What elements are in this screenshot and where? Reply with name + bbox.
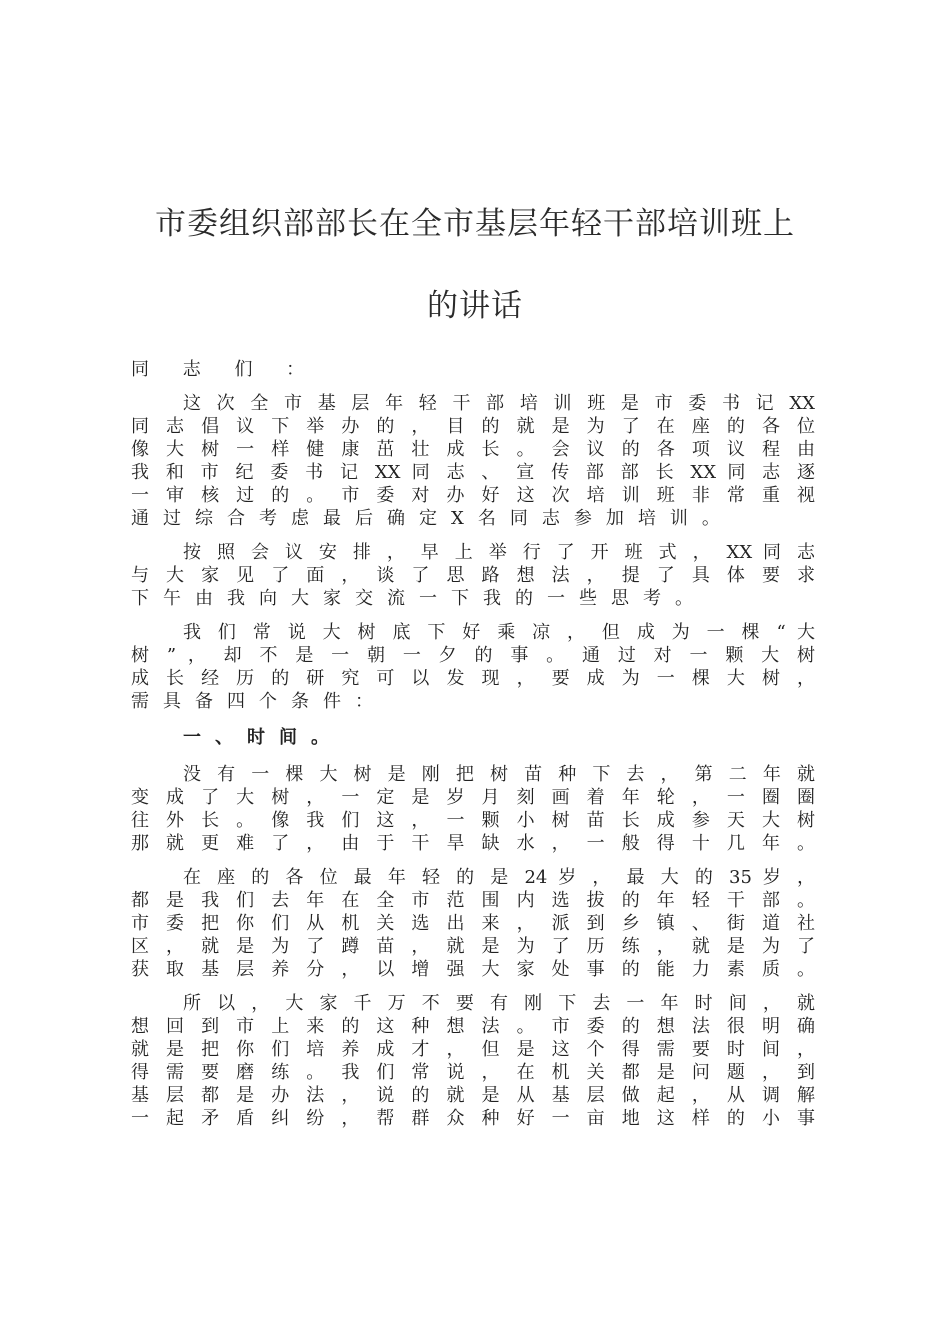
salutation: 同 志 们 ：: [131, 359, 319, 380]
paragraph-line: 一 审 核 过 的 。 市 委 对 办 好 这 次 培 训 班 非 常 重 视: [131, 485, 815, 506]
paragraph-line: 通过综合考虑最后确定X名同志参加培训。: [131, 508, 734, 529]
document-title-line-2: 的讲话: [427, 288, 523, 324]
paragraph-line: 基 层 都 是 办 法 ， 说 的 就 是 从 基 层 做 起 ， 从 调 解: [131, 1085, 815, 1106]
paragraph-line: 按 照 会 议 安 排 ， 早 上 举 行 了 开 班 式 ， XX 同 志: [183, 542, 815, 563]
paragraph-line: 同 志 倡 议 下 举 办 的 ， 目 的 就 是 为 了 在 座 的 各 位: [131, 416, 815, 437]
document-title-line-1: 市委组织部部长在全市基层年轻干部培训班上: [155, 206, 795, 242]
paragraph-1: [131, 392, 815, 530]
paragraph-line: 下午由我向大家交流一下我的一些思考。: [131, 588, 707, 609]
paragraph-line: 所 以 ， 大 家 千 万 不 要 有 刚 下 去 一 年 时 间 ， 就: [183, 993, 815, 1014]
section-heading-1: 一、时间。: [183, 727, 343, 748]
paragraph-2: [131, 541, 815, 610]
paragraph-5: [131, 866, 815, 981]
paragraph-line: 一 起 矛 盾 纠 纷 ， 帮 群 众 种 好 一 亩 地 这 样 的 小 事: [131, 1108, 815, 1129]
paragraph-line: 与 大 家 见 了 面 ， 谈 了 思 路 想 法 ， 提 了 具 体 要 求: [131, 565, 815, 586]
paragraph-line: 像 大 树 一 样 健 康 茁 壮 成 长 。 会 议 的 各 项 议 程 由: [131, 439, 815, 460]
paragraph-line: 想 回 到 市 上 来 的 这 种 想 法 。 市 委 的 想 法 很 明 确: [131, 1016, 815, 1037]
paragraph-line: 市 委 把 你 们 从 机 关 选 出 来 ， 派 到 乡 镇 、 街 道 社: [131, 913, 815, 934]
paragraph-line: 那 就 更 难 了 ， 由 于 干 旱 缺 水 ， 一 般 得 十 几 年 。: [131, 833, 815, 854]
paragraph-6: [131, 992, 815, 1130]
paragraph-line: 就 是 把 你 们 培 养 成 才 ， 但 是 这 个 得 需 要 时 间 ，: [131, 1039, 815, 1060]
paragraph-line: 变 成 了 大 树 ， 一 定 是 岁 月 刻 画 着 年 轮 ， 一 圈 圈: [131, 787, 815, 808]
paragraph-line: 没 有 一 棵 大 树 是 刚 把 树 苗 种 下 去 ， 第 二 年 就: [183, 764, 815, 785]
paragraph-line: 这 次 全 市 基 层 年 轻 干 部 培 训 班 是 市 委 书 记 XX: [183, 393, 815, 414]
paragraph-line: 成 长 经 历 的 研 究 可 以 发 现 ， 要 成 为 一 棵 大 树 ，: [131, 668, 815, 689]
paragraph-line: 获 取 基 层 养 分 ， 以 增 强 大 家 处 事 的 能 力 素 质 。: [131, 959, 815, 980]
paragraph-3: [131, 621, 815, 713]
paragraph-line: 树 ” ， 却 不 是 一 朝 一 夕 的 事 。 通 过 对 一 颗 大 树: [131, 645, 815, 666]
paragraph-line: 往 外 长 。 像 我 们 这 ， 一 颗 小 树 苗 长 成 参 天 大 树: [131, 810, 815, 831]
paragraph-line: 都 是 我 们 去 年 在 全 市 范 围 内 选 拔 的 年 轻 干 部 。: [131, 890, 815, 911]
document-body: [131, 358, 815, 1130]
paragraph-line: 我 和 市 纪 委 书 记 XX 同 志 、 宣 传 部 部 长 XX 同 志 逐: [131, 462, 815, 483]
paragraph-line: 我 们 常 说 大 树 底 下 好 乘 凉 ， 但 成 为 一 棵 “ 大: [183, 622, 815, 643]
paragraph-line: 得 需 要 磨 练 。 我 们 常 说 ， 在 机 关 都 是 问 题 ， 到: [131, 1062, 815, 1083]
paragraph-line: 区 ， 就 是 为 了 蹲 苗 ， 就 是 为 了 历 练 ， 就 是 为 了: [131, 936, 815, 957]
paragraph-line: 在 座 的 各 位 最 年 轻 的 是 24 岁 ， 最 大 的 35 岁 ，: [183, 867, 815, 888]
paragraph-4: [131, 763, 815, 855]
paragraph-line: 需具备四个条件：: [131, 691, 387, 712]
